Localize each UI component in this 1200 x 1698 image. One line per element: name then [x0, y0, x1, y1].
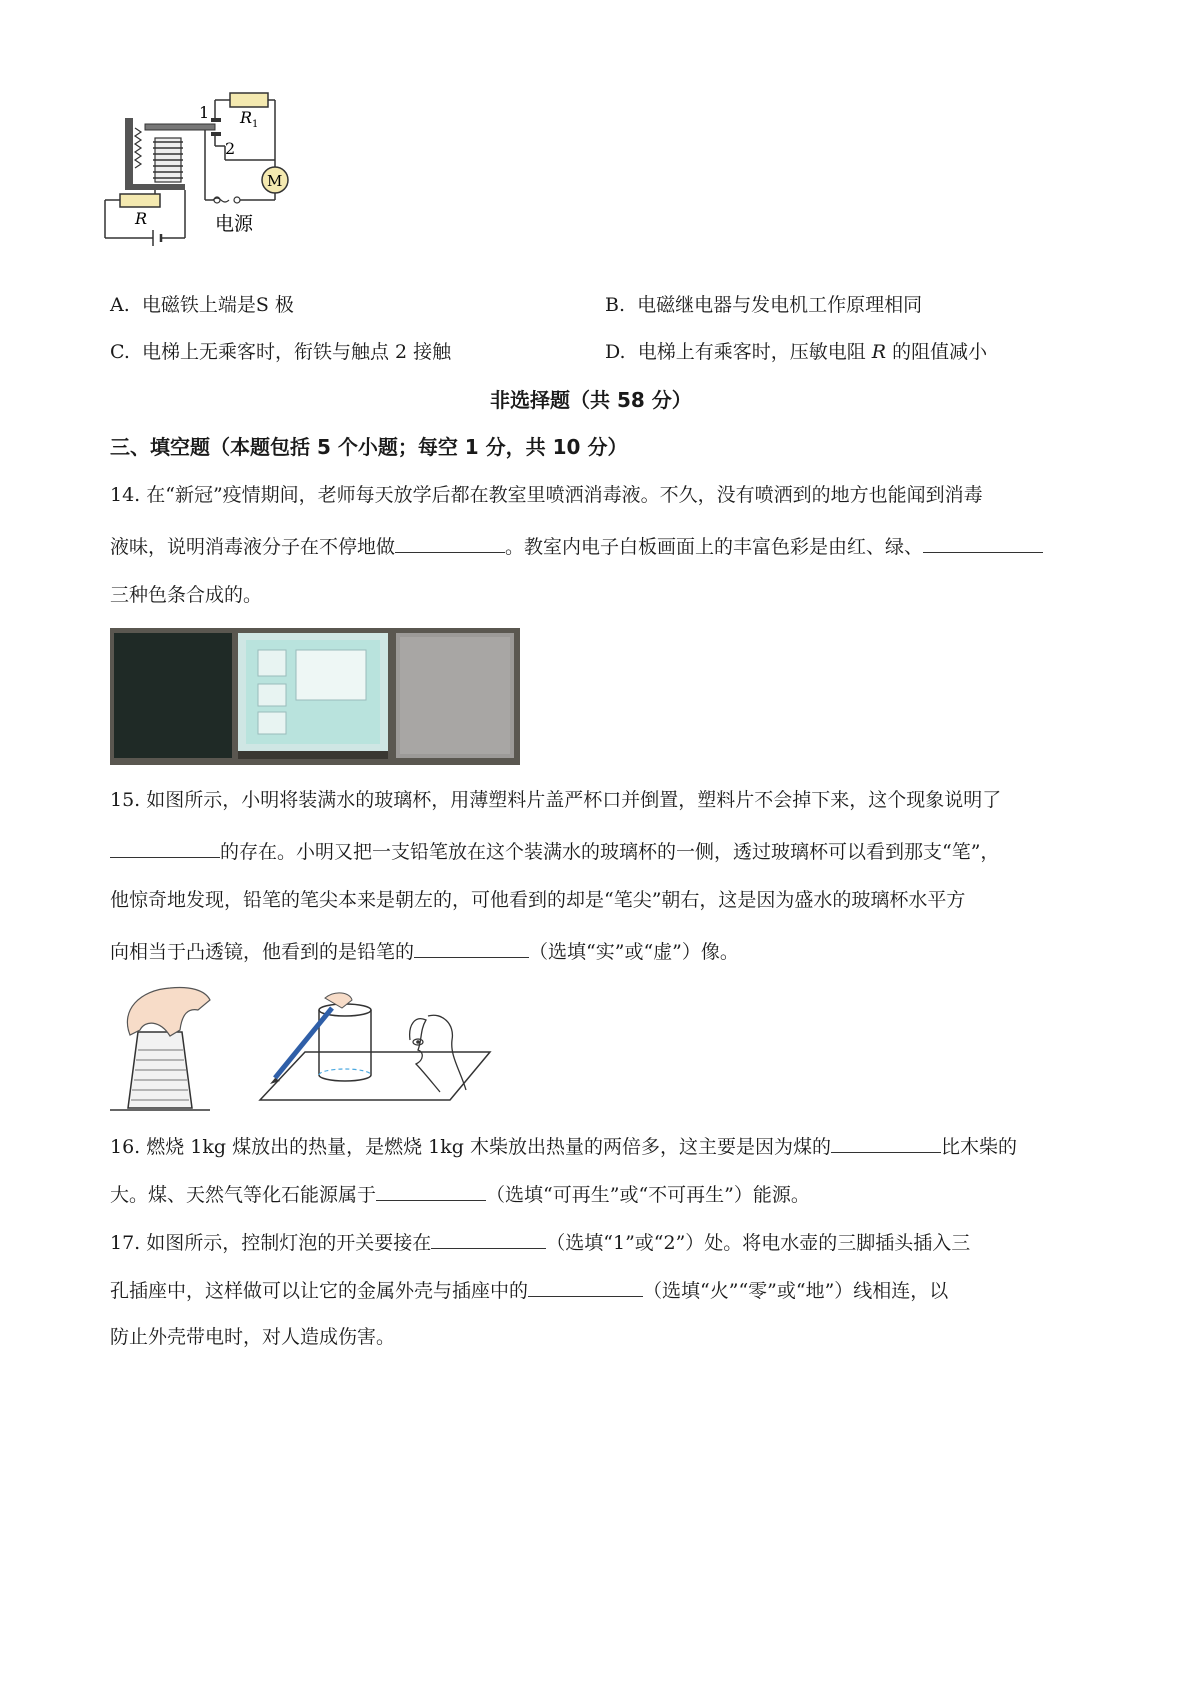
- power-label: 电源: [215, 213, 254, 235]
- option-d-text-before: 电梯上有乘客时，压敏电阻: [637, 341, 872, 363]
- motor-label: M: [267, 172, 283, 190]
- q16-line1: 16. 燃烧 1kg 煤放出的热量，是燃烧 1kg 木柴放出热量的两倍多，这主要是因为煤的 比木柴的: [110, 1130, 1017, 1162]
- whiteboard-photo: [110, 628, 520, 765]
- r-label: R: [135, 209, 148, 228]
- option-c-letter: C.: [110, 341, 130, 363]
- option-a: [110, 290, 294, 320]
- q17-blank-2[interactable]: [528, 1274, 643, 1297]
- section3-title: 三、填空题（本题包括 5 个小题；每空 1 分，共 10 分）: [110, 435, 628, 459]
- option-c: [110, 337, 451, 367]
- q15-blank-2[interactable]: [414, 935, 529, 958]
- q14-line2: 液味，说明消毒液分子在不停地做 。教室内电子白板画面上的丰富色彩是由红、绿、: [110, 530, 1043, 562]
- option-b-letter: B.: [605, 294, 626, 316]
- q15-blank-1[interactable]: [110, 835, 220, 858]
- option-d-letter: D.: [605, 341, 626, 363]
- q14-blank-1[interactable]: [395, 530, 505, 553]
- pressure-resistor-r: [120, 194, 160, 207]
- option-b: [605, 290, 922, 320]
- glass-cup-illustration: [110, 980, 510, 1115]
- q15-line2: 的存在。小明又把一支铅笔放在这个装满水的玻璃杯的一侧，透过玻璃杯可以看到那支“笔”，: [110, 835, 999, 867]
- q14-line1: 14. 在“新冠”疫情期间，老师每天放学后都在教室里喷洒消毒液。不久，没有喷洒到的地方也能闻到消毒: [110, 484, 983, 506]
- option-d: [605, 337, 987, 367]
- resistor-r1: [230, 93, 268, 107]
- section-title: 非选择题（共 58 分）: [490, 388, 692, 412]
- option-d-var: R: [871, 341, 887, 363]
- contact-label-1: 1: [199, 103, 210, 122]
- q17-blank-1[interactable]: [431, 1226, 546, 1249]
- q17-line1: 17. 如图所示，控制灯泡的开关要接在 （选填“1”或“2”）处。将电水壶的三脚插头插入三: [110, 1226, 970, 1258]
- q15-line4: 向相当于凸透镜，他看到的是铅笔的 （选填“实”或“虚”）像。: [110, 935, 739, 967]
- q16-line2: 大。煤、天然气等化石能源属于 （选填“可再生”或“不可再生”）能源。: [110, 1178, 810, 1210]
- option-a-letter: A.: [110, 294, 130, 316]
- option-c-text: 电梯上无乘客时，衔铁与触点 2 接触: [142, 341, 452, 363]
- q17-line2: 孔插座中，这样做可以让它的金属外壳与插座中的 （选填“火”“零”或“地”）线相连，以: [110, 1274, 948, 1306]
- q16-blank-1[interactable]: [831, 1130, 941, 1153]
- option-a-text: 电磁铁上端是S 极: [141, 294, 294, 316]
- q17-line3: 防止外壳带电时，对人造成伤害。: [110, 1326, 396, 1348]
- option-d-text-after: 的阻值减小: [886, 341, 988, 363]
- contact-label-2: 2: [225, 139, 236, 158]
- option-b-text: 电磁继电器与发电机工作原理相同: [637, 294, 923, 316]
- q15-line1: 15. 如图所示，小明将装满水的玻璃杯，用薄塑料片盖严杯口并倒置，塑料片不会掉下来，这个现象说明了: [110, 789, 1002, 811]
- q15-line3: 他惊奇地发现，铅笔的笔尖本来是朝左的，可他看到的却是“笔尖”朝右，这是因为盛水的玻璃杯水平方: [110, 889, 966, 911]
- r1-label: $R_1$: [240, 108, 259, 130]
- q16-blank-2[interactable]: [376, 1178, 486, 1201]
- relay-circuit-diagram: [95, 88, 325, 268]
- q14-blank-2[interactable]: [923, 530, 1043, 553]
- q14-line3: 三种色条合成的。: [110, 584, 263, 606]
